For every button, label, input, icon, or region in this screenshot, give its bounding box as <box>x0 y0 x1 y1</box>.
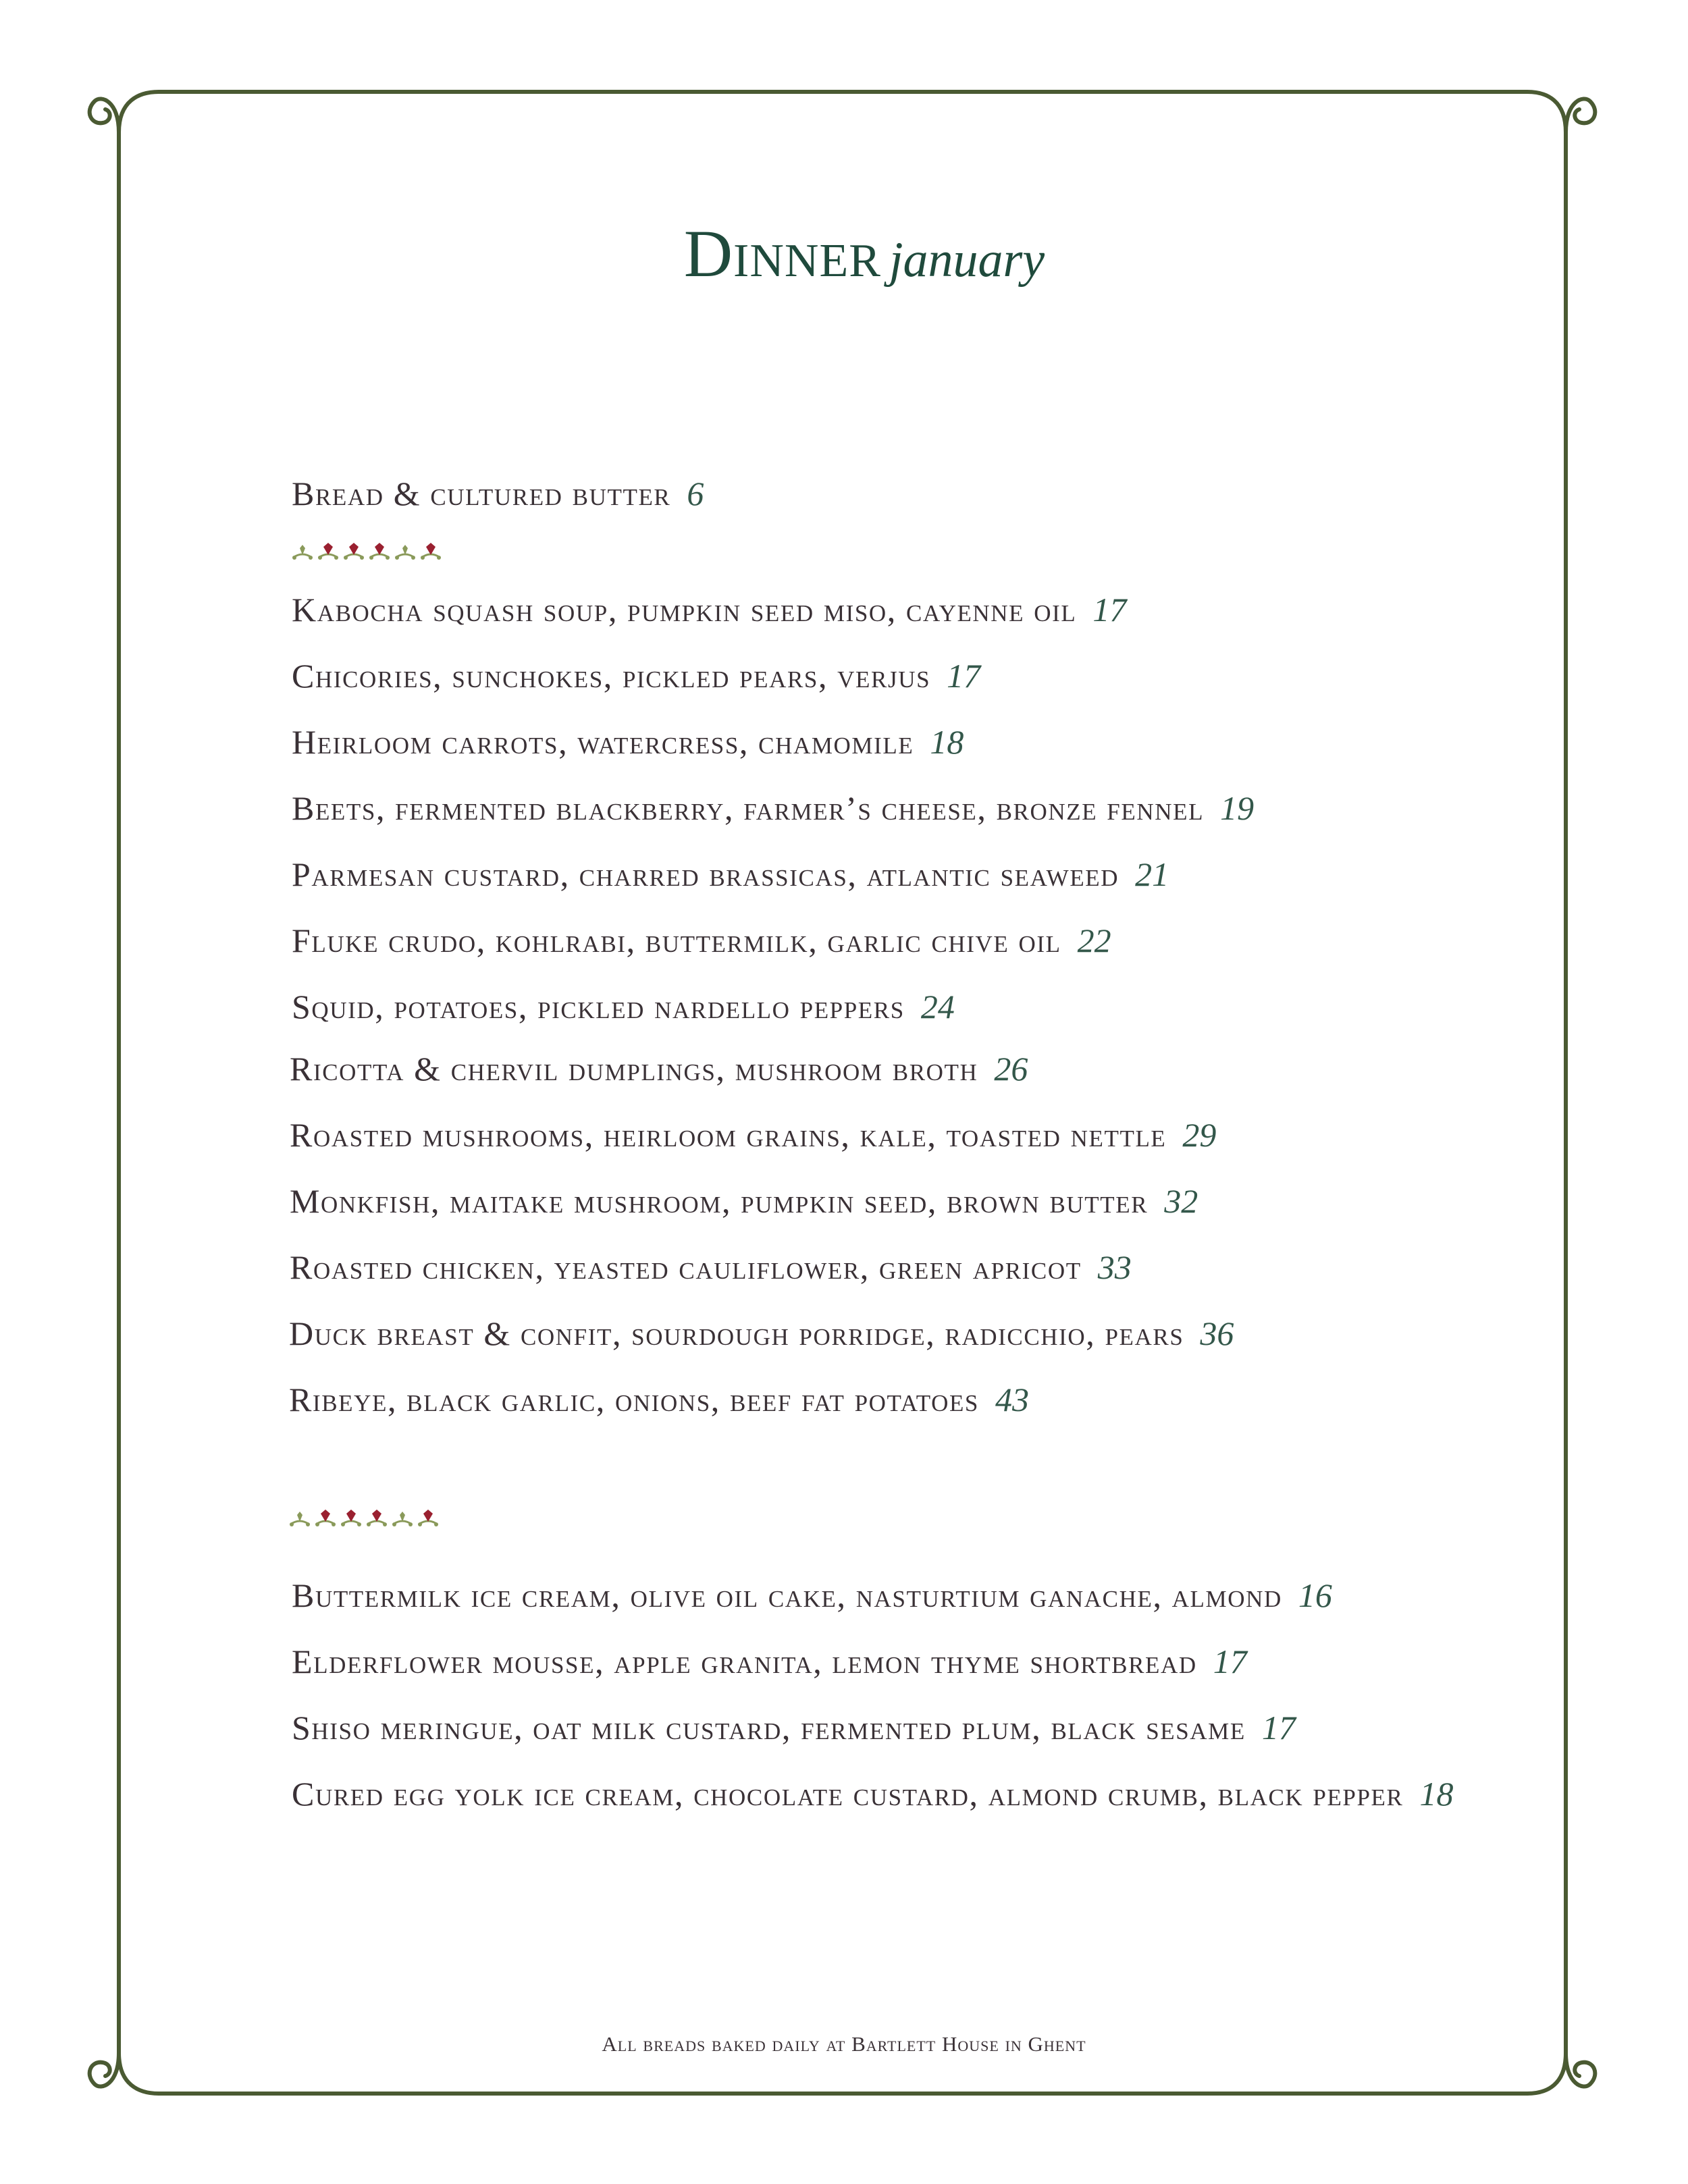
menu-item-name: Heirloom carrots, watercress, chamomile <box>292 723 914 761</box>
menu-item <box>290 1115 1216 1154</box>
menu-item-name: Beets, fermented blackberry, farmer’s cheese, bronze fennel <box>292 789 1205 827</box>
title-main: Dinner <box>683 216 881 291</box>
menu-item-price: 17 <box>947 657 981 695</box>
menu-item-name: Roasted mushrooms, heirloom grains, kale, toasted nettle <box>290 1116 1167 1154</box>
menu-item <box>292 474 704 513</box>
corner-flourish-bottom-left <box>90 2053 159 2094</box>
menu-item-price: 32 <box>1164 1182 1198 1220</box>
menu-item <box>292 722 964 762</box>
corner-flourish-bottom-right <box>1527 2053 1595 2094</box>
menu-item-name: Buttermilk ice cream, olive oil cake, nasturtium ganache, almond <box>292 1576 1282 1614</box>
section-divider-ornament <box>292 540 447 564</box>
menu-item-price: 17 <box>1261 1709 1296 1747</box>
menu-title <box>0 215 1688 292</box>
menu-item-price: 21 <box>1135 855 1169 893</box>
section-divider-ornament <box>289 1507 444 1531</box>
menu-item-name: Shiso meringue, oat milk custard, fermented plum, black sesame <box>292 1709 1246 1747</box>
menu-item-name: Roasted chicken, yeasted cauliflower, green apricot <box>290 1248 1082 1286</box>
corner-flourish-top-left <box>90 92 159 132</box>
menu-item-name: Bread & cultured butter <box>292 475 671 512</box>
corner-flourish-top-right <box>1527 92 1595 132</box>
menu-item <box>292 656 980 695</box>
menu-item <box>292 1774 1453 1813</box>
menu-item-price: 17 <box>1092 591 1127 629</box>
menu-item-price: 17 <box>1213 1643 1247 1680</box>
menu-item-name: Chicories, sunchokes, pickled pears, verjus <box>292 657 931 695</box>
menu-item <box>292 987 955 1026</box>
menu-item-price: 19 <box>1220 789 1255 827</box>
menu-item-price: 26 <box>994 1050 1028 1088</box>
menu-item-price: 29 <box>1182 1116 1217 1154</box>
menu-item <box>292 1642 1247 1681</box>
menu-item-price: 24 <box>920 988 955 1026</box>
menu-item-price: 43 <box>995 1381 1029 1418</box>
menu-item <box>289 1380 1029 1419</box>
menu-item-price: 16 <box>1298 1576 1332 1614</box>
menu-item <box>292 1576 1332 1615</box>
menu-item <box>292 789 1254 828</box>
menu-item-price: 6 <box>687 475 704 512</box>
menu-item-name: Parmesan custard, charred brassicas, atlantic seaweed <box>292 855 1119 893</box>
menu-item-name: Elderflower mousse, apple granita, lemon thyme shortbread <box>292 1643 1197 1680</box>
menu-item-name: Monkfish, maitake mushroom, pumpkin seed, brown butter <box>290 1182 1149 1220</box>
menu-item-name: Squid, potatoes, pickled nardello peppers <box>292 988 905 1026</box>
menu-item-name: Ricotta & chervil dumplings, mushroom broth <box>290 1050 978 1088</box>
menu-item-price: 18 <box>1419 1775 1454 1813</box>
menu-item <box>290 1049 1028 1088</box>
menu-item <box>290 1181 1198 1221</box>
menu-item <box>292 921 1111 960</box>
menu-item-name: Cured egg yolk ice cream, chocolate custard, almond crumb, black pepper <box>292 1775 1404 1813</box>
title-sub: january <box>889 232 1045 288</box>
menu-item-name: Fluke crudo, kohlrabi, buttermilk, garlic chive oil <box>292 922 1061 959</box>
menu-item-name: Kabocha squash soup, pumpkin seed miso, cayenne oil <box>292 591 1077 629</box>
footer-note: All breads baked daily at Bartlett House in Ghent <box>602 2032 1086 2056</box>
menu-item <box>292 855 1169 894</box>
menu-item-price: 22 <box>1077 922 1111 959</box>
menu-item <box>289 1314 1234 1353</box>
menu-item <box>292 1708 1296 1747</box>
menu-item-price: 33 <box>1097 1248 1132 1286</box>
menu-item <box>290 1248 1132 1287</box>
menu-item-price: 36 <box>1200 1314 1234 1352</box>
menu-item-name: Ribeye, black garlic, onions, beef fat potatoes <box>289 1381 979 1418</box>
menu-item <box>292 590 1126 629</box>
menu-item-price: 18 <box>930 723 964 761</box>
menu-item-name: Duck breast & confit, sourdough porridge, radicchio, pears <box>289 1314 1184 1352</box>
